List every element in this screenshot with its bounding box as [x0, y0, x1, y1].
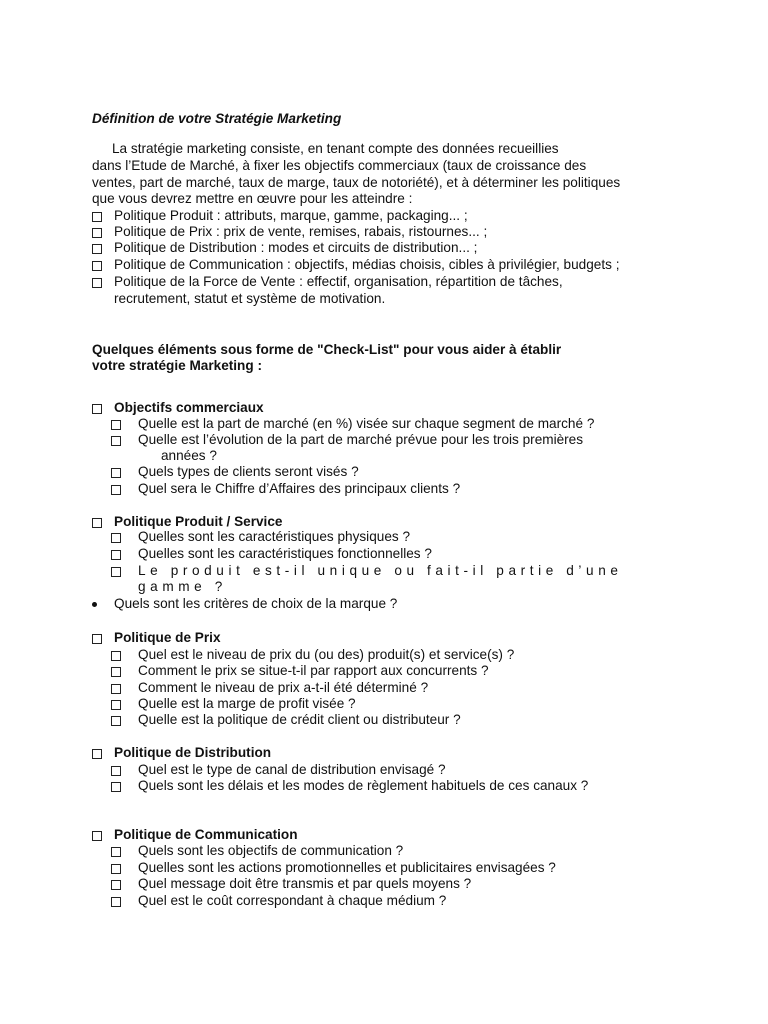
- checkbox-icon: [111, 533, 121, 543]
- checklist-item: Quelle est l’évolution de la part de marché prévue pour les trois premières: [138, 432, 584, 447]
- checkbox-icon: [111, 864, 121, 874]
- checklist-heading: votre stratégie Marketing :: [92, 358, 262, 373]
- checkbox-icon: [111, 847, 121, 857]
- checkbox-icon: [111, 880, 121, 890]
- checklist-item: Quels types de clients seront visés ?: [138, 464, 359, 479]
- checkbox-icon: [111, 485, 121, 495]
- checkbox-icon: [111, 782, 121, 792]
- checkbox-icon: [111, 667, 121, 677]
- checkbox-icon: [92, 212, 102, 222]
- section-title-communication: Politique de Communication: [114, 827, 298, 842]
- checkbox-icon: [92, 244, 102, 254]
- policy-item: recrutement, statut et système de motivation.: [114, 291, 386, 306]
- section-title-objectifs: Objectifs commerciaux: [114, 400, 264, 415]
- document-title: Définition de votre Stratégie Marketing: [92, 111, 342, 126]
- checkbox-icon: [111, 567, 121, 577]
- checkbox-icon: [92, 831, 102, 841]
- bullet-icon: [92, 602, 97, 607]
- checkbox-icon: [92, 228, 102, 238]
- checklist-item: Quel sera le Chiffre d’Affaires des principaux clients ?: [138, 481, 461, 496]
- intro-line: La stratégie marketing consiste, en tenant compte des données recueillies: [112, 141, 559, 156]
- section-title-prix: Politique de Prix: [114, 630, 221, 645]
- checklist-item: gamme ?: [138, 579, 227, 594]
- intro-line: ventes, part de marché, taux de marge, taux de notoriété), et à déterminer les politiques: [92, 175, 621, 190]
- policy-item: Politique de Communication : objectifs, médias choisis, cibles à privilégier, budgets ;: [114, 257, 620, 272]
- checkbox-icon: [111, 420, 121, 430]
- checkbox-icon: [111, 468, 121, 478]
- intro-line: que vous devrez mettre en œuvre pour les atteindre :: [92, 191, 413, 206]
- checklist-item: Quelles sont les actions promotionnelles et publicitaires envisagées ?: [138, 860, 556, 875]
- checkbox-icon: [111, 700, 121, 710]
- checkbox-icon: [111, 684, 121, 694]
- checkbox-icon: [92, 404, 102, 414]
- checklist-item: années ?: [161, 448, 217, 463]
- checkbox-icon: [111, 651, 121, 661]
- checklist-heading: Quelques éléments sous forme de "Check-List" pour vous aider à établir: [92, 342, 562, 357]
- checkbox-icon: [111, 897, 121, 907]
- checklist-item: Quel est le niveau de prix du (ou des) produit(s) et service(s) ?: [138, 647, 515, 662]
- checkbox-icon: [111, 436, 121, 446]
- checkbox-icon: [92, 278, 102, 288]
- policy-item: Politique Produit : attributs, marque, gamme, packaging... ;: [114, 208, 468, 223]
- checkbox-icon: [92, 518, 102, 528]
- checklist-item: Quel est le type de canal de distribution envisagé ?: [138, 762, 446, 777]
- checklist-item: Comment le niveau de prix a-t-il été déterminé ?: [138, 680, 429, 695]
- checkbox-icon: [92, 749, 102, 759]
- checklist-item: Quels sont les délais et les modes de règlement habituels de ces canaux ?: [138, 778, 589, 793]
- checklist-item: Quelle est la marge de profit visée ?: [138, 696, 356, 711]
- checklist-item: Quelle est la part de marché (en %) visée sur chaque segment de marché ?: [138, 416, 595, 431]
- policy-item: Politique de la Force de Vente : effectif, organisation, répartition de tâches,: [114, 274, 563, 289]
- intro-line: dans l’Etude de Marché, à fixer les objectifs commerciaux (taux de croissance des: [92, 158, 587, 173]
- checkbox-icon: [111, 766, 121, 776]
- policy-item: Politique de Distribution : modes et circuits de distribution... ;: [114, 240, 478, 255]
- checkbox-icon: [111, 716, 121, 726]
- checklist-item: Quel est le coût correspondant à chaque médium ?: [138, 893, 447, 908]
- checklist-item: Comment le prix se situe-t-il par rapport aux concurrents ?: [138, 663, 489, 678]
- checklist-item: Quels sont les objectifs de communication ?: [138, 843, 404, 858]
- checklist-item: Quelles sont les caractéristiques fonctionnelles ?: [138, 546, 432, 561]
- policy-item: Politique de Prix : prix de vente, remises, rabais, ristournes... ;: [114, 224, 488, 239]
- checkbox-icon: [111, 550, 121, 560]
- checklist-item: Quel message doit être transmis et par quels moyens ?: [138, 876, 472, 891]
- checklist-item: Le produit est-il unique ou fait-il partie d’une: [138, 563, 623, 578]
- checklist-item: Quelle est la politique de crédit client ou distributeur ?: [138, 712, 461, 727]
- checkbox-icon: [92, 634, 102, 644]
- bullet-item: Quels sont les critères de choix de la marque ?: [114, 596, 398, 611]
- section-title-produit: Politique Produit / Service: [114, 514, 283, 529]
- checkbox-icon: [92, 261, 102, 271]
- checklist-item: Quelles sont les caractéristiques physiques ?: [138, 529, 411, 544]
- section-title-distribution: Politique de Distribution: [114, 745, 272, 760]
